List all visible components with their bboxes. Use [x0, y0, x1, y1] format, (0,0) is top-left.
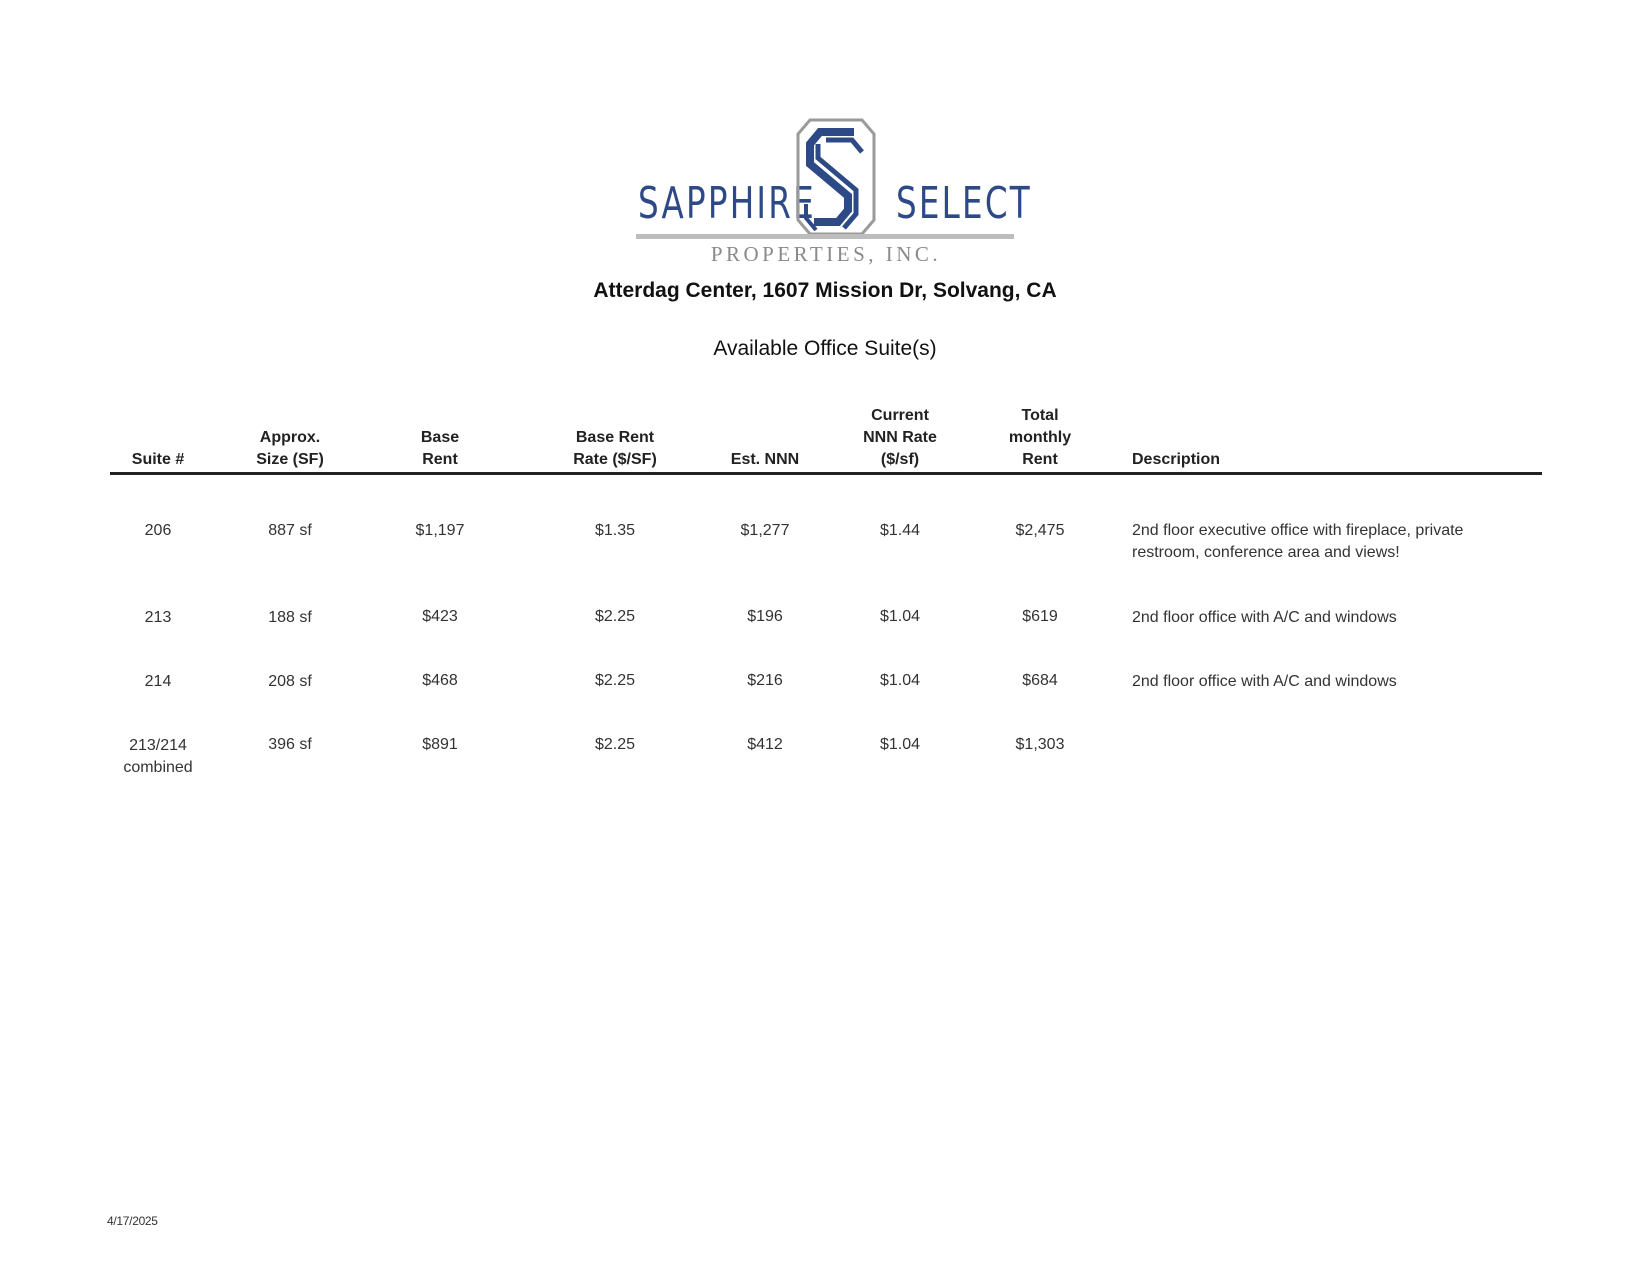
header-description [1132, 405, 1332, 471]
cell-nnn-rate: $1.04 [879, 672, 921, 689]
cell-nnn-rate: $1.44 [879, 522, 921, 539]
header-est-nnn [715, 405, 815, 471]
header-base-rent-line: Base [420, 429, 460, 446]
header-total [990, 405, 1090, 471]
cell-description: 2nd floor executive office with fireplace, private restroom, conference area and views! [1132, 522, 1464, 561]
cell-base-rent: $891 [422, 736, 458, 753]
cell-total: $684 [1022, 672, 1058, 689]
header-description-line: Description [1132, 451, 1221, 468]
cell-suite: 213/214 combined [123, 737, 193, 776]
cell-size: 188 sf [268, 609, 312, 626]
header-est-nnn-line: Est. NNN [730, 451, 800, 468]
header-nnn-rate-line: NNN Rate [863, 429, 937, 446]
cell-base-rate: $2.25 [594, 736, 636, 753]
page-title: Atterdag Center, 1607 Mission Dr, Solvang, CA [593, 279, 1057, 302]
header-total-line: Rent [1022, 451, 1058, 468]
cell-description: 2nd floor office with A/C and windows [1132, 673, 1397, 690]
sapphire-s-emblem-icon [796, 118, 876, 236]
logo-rule [636, 234, 1014, 239]
header-total-line: monthly [1008, 429, 1072, 446]
header-base-rent [395, 405, 485, 471]
cell-base-rate: $2.25 [594, 672, 636, 689]
cell-size: 887 sf [268, 522, 312, 539]
logo-subtitle: PROPERTIES, INC. [710, 242, 942, 266]
cell-suite: 213 [144, 609, 172, 626]
header-nnn-rate-line: ($/sf) [880, 451, 920, 468]
page-subtitle: Available Office Suite(s) [713, 337, 937, 360]
cell-base-rent: $423 [422, 608, 458, 625]
cell-base-rent: $1,197 [415, 522, 465, 539]
header-suite-line: Suite # [131, 451, 185, 468]
cell-suite: 206 [144, 522, 172, 539]
header-base-rate-line: Rate ($/SF) [573, 451, 657, 468]
logo-word-left: SAPPHIRE [638, 178, 816, 229]
header-size [235, 405, 345, 471]
cell-base-rate: $2.25 [594, 608, 636, 625]
cell-suite: 214 [144, 673, 172, 690]
company-logo [636, 118, 1032, 268]
cell-est-nnn: $216 [747, 672, 783, 689]
header-nnn-rate [850, 405, 950, 471]
cell-est-nnn: $1,277 [740, 522, 790, 539]
header-base-rate-line: Base Rent [575, 429, 655, 446]
footer-date: 4/17/2025 [107, 1214, 158, 1228]
logo-word-right: SELECT [896, 178, 1032, 229]
header-total-line: Total [1021, 407, 1059, 424]
header-size-line: Size (SF) [256, 451, 324, 468]
cell-description: 2nd floor office with A/C and windows [1132, 609, 1397, 626]
cell-size: 396 sf [268, 736, 312, 753]
cell-total: $1,303 [1015, 736, 1065, 753]
header-size-line: Approx. [259, 429, 321, 446]
cell-est-nnn: $196 [747, 608, 783, 625]
header-divider [110, 472, 1542, 475]
cell-est-nnn: $412 [747, 736, 783, 753]
header-nnn-rate-line: Current [871, 407, 929, 424]
cell-nnn-rate: $1.04 [879, 608, 921, 625]
cell-base-rate: $1.35 [594, 522, 636, 539]
header-suite [118, 405, 198, 471]
cell-nnn-rate: $1.04 [879, 736, 921, 753]
cell-total: $2,475 [1015, 522, 1065, 539]
cell-total: $619 [1022, 608, 1058, 625]
header-base-rate [555, 405, 675, 471]
cell-size: 208 sf [268, 673, 312, 690]
cell-base-rent: $468 [422, 672, 458, 689]
header-base-rent-line: Rent [422, 451, 458, 468]
